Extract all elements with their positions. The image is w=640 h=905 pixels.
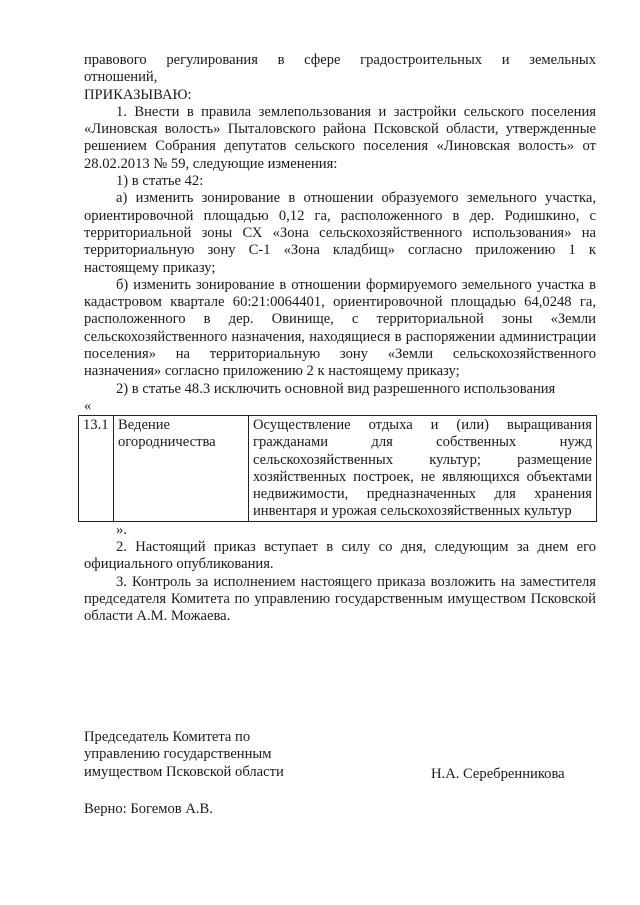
item-2: 2. Настоящий приказ вступает в силу со дня, следующим за днем его официального опубликования. xyxy=(84,539,596,573)
order-word: ПРИКАЗЫВАЮ: xyxy=(84,86,192,103)
quote-close: ». xyxy=(116,521,127,538)
document-body xyxy=(84,52,596,626)
use-description-cell: Осуществление отдыха и (или) выращивания гражданами для собственных нужд сельскохозяйственных культур; размещение хозяйственных построек, не являющихся объектами недвижимости, предназначенных для хранения инвентаря и урожая сельскохозяйственных культур xyxy=(249,415,597,521)
item-1-1-b: б) изменить зонирование в отношении формируемого земельного участка в кадастровом квартале 60:21:0064401, ориентировочной площадью 64,0248 га, расположенного в дер. Овинище, с территориальной зоны «Земли сельскохозяйственного назначения, находящиеся в распоряжении администрации поселения» на территориальную зону «Земли сельскохозяйственного назначения» согласно приложению 2 к настоящему приказу; xyxy=(84,276,596,380)
item-1-1-a: а) изменить зонирование в отношении образуемого земельного участка, ориентировочной площадью 0,12 га, расположенного в дер. Родишкино, с территориальной зоны СХ «Зона сельскохозяйственного использования» на территориальную зону С-1 «Зона кладбищ» согласно приложению 1 к настоящему приказу; xyxy=(84,190,596,276)
signatory-title-line-3: имуществом Псковской области xyxy=(84,763,284,780)
excluded-use-table xyxy=(78,415,597,522)
item-3: 3. Контроль за исполнением настоящего приказа возложить на заместителя председателя Комитета по управлению государственным имуществом Псковской области А.М. Можаева. xyxy=(84,573,596,625)
item-1: 1. Внести в правила землепользования и застройки сельского поселения «Линовская волость» Пыталовского района Псковской области, утвержденные решением Собрания депутатов сельского поселения «Линовская волость» от 28.02.2013 № 59, следующие изменения: xyxy=(84,103,596,172)
signatory-name: Н.А. Серебренникова xyxy=(431,766,565,782)
use-code-cell: 13.1 xyxy=(79,415,114,521)
signatory-title-line-2: управлению государственным xyxy=(84,746,272,763)
table-row xyxy=(79,415,597,521)
item-1-1: 1) в статье 42: xyxy=(116,173,204,190)
item-1-2: 2) в статье 48.3 исключить основной вид разрешенного использования xyxy=(116,380,556,397)
signature-block xyxy=(84,729,596,781)
verified-copy-note: Верно: Богемов А.В. xyxy=(84,801,213,817)
use-name-cell: Ведение огородничества xyxy=(114,415,249,521)
signatory-title-line-1: Председатель Комитета по xyxy=(84,729,251,745)
intro-line-2: отношений, xyxy=(84,69,158,86)
quote-open: « xyxy=(84,397,92,414)
intro-line-1: правового регулирования в сфере градостроительных и земельных xyxy=(84,52,596,68)
